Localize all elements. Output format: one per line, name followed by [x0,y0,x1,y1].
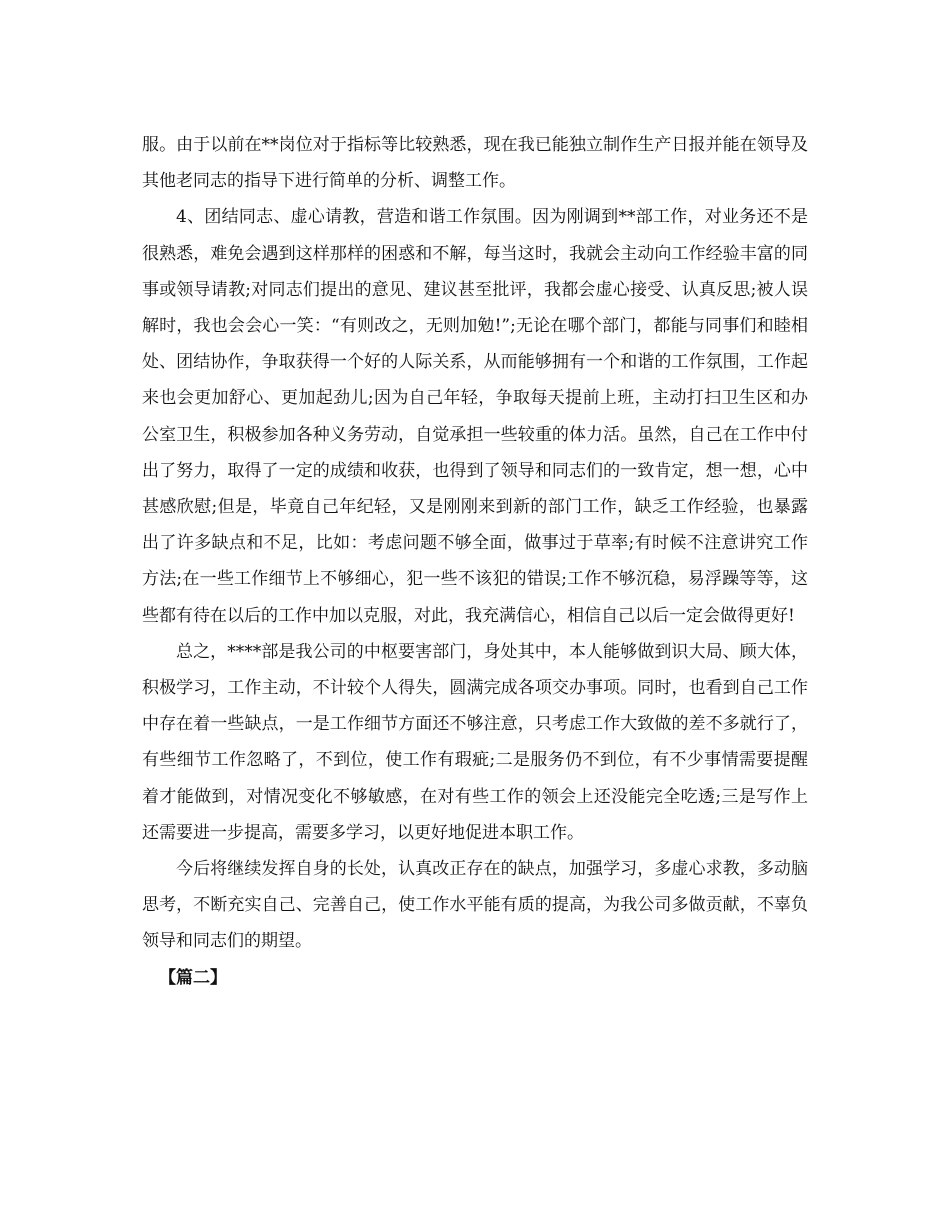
paragraph-continuation: 服。由于以前在**岗位对于指标等比较熟悉，现在我已能独立制作生产日报并能在领导及其他老同志的指导下进行简单的分析、调整工作。 [142,135,808,192]
section-heading: 【篇二】 [159,967,227,988]
document-page [142,127,808,996]
paragraph-summary: 总之，****部是我公司的中枢要害部门，身处其中，本人能够做到识大局、顾大体，积极学习，工作主动，不计较个人得失，圆满完成各项交办事项。同时，也看到自己工作中存在着一些缺点，一是工作细节方面还不够注意，只考虑工作大致做的差不多就行了，有些细节工作忽略了，不到位，使工作有瑕疵;二是服务仍不到位，有不少事情需要提醒着才能做到，对情况变化不够敏感，在对有些工作的领会上还没能完全吃透;三是写作上还需要进一步提高，需要多学习，以更好地促进本职工作。 [142,641,808,843]
paragraph-future-plans: 今后将继续发挥自身的长处，认真改正存在的缺点，加强学习，多虚心求教，多动脑思考，不断充实自己、完善自己，使工作水平能有质的提高，为我公司多做贡献，不辜负领导和同志们的期望。 [142,859,808,952]
paragraph-unity-and-humility: 4、团结同志、虚心请教，营造和谐工作氛围。因为刚调到**部工作，对业务还不是很熟悉，难免会遇到这样那样的困惑和不解，每当这时，我就会主动向工作经验丰富的同事或领导请教;对同志们提出的意见、建议甚至批评，我都会虚心接受、认真反思;被人误解时，我也会会心一笑：“有则改之，无则加勉!”;无论在哪个部门，都能与同事们和睦相处、团结协作，争取获得一个好的人际关系，从而能够拥有一个和谐的工作氛围，工作起来也会更加舒心、更加起劲儿;因为自己年轻，争取每天提前上班，主动打扫卫生区和办公室卫生，积极参加各种义务劳动，自觉承担一些较重的体力活。虽然，自己在工作中付出了努力，取得了一定的成绩和收获，也得到了领导和同志们的一致肯定，想一想，心中甚感欣慰;但是，毕竟自己年纪轻，又是刚刚来到新的部门工作，缺乏工作经验，也暴露出了许多缺点和不足，比如：考虑问题不够全面，做事过于草率;有时候不注意讲究工作方法;在一些工作细节上不够细心，犯一些不该犯的错误;工作不够沉稳，易浮躁等等，这些都有待在以后的工作中加以克服，对此，我充满信心，相信自己以后一定会做得更好! [142,207,808,626]
